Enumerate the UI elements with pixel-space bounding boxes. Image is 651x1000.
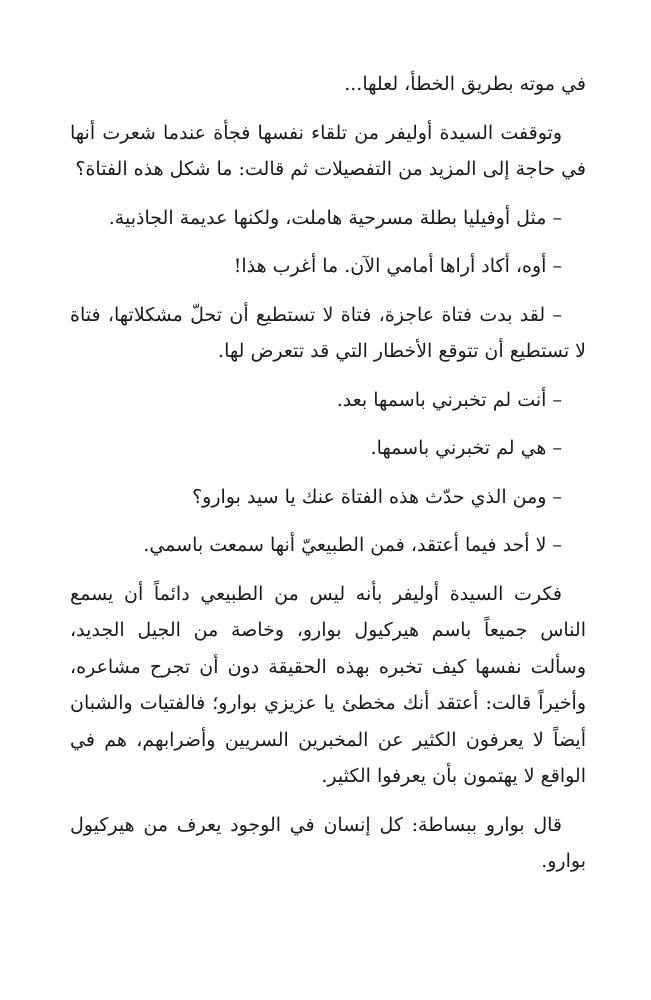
dialogue-line-6: – ومن الذي حدّث هذه الفتاة عنك يا سيد بوارو؟ (192, 485, 562, 508)
paragraph-1: في موته بطريق الخطأ، لعلها... (344, 73, 586, 95)
dialogue-line-3: – لقد بدت فتاة عاجزة، فتاة لا تستطيع أن تحلّ مشكلاتها، فتاة لا تستطيع أن تتوقع الأخطار التي قد تتعرض لها. (70, 303, 586, 362)
paragraph-4: قال بوارو ببساطة: كل إنسان في الوجود يعرف من هيركيول بوارو. (70, 813, 586, 872)
dialogue-line-5: – هي لم تخبرني باسمها. (370, 437, 562, 459)
paragraph-2: وتوقفت السيدة أوليفر من تلقاء نفسها فجأة عندما شعرت أنها في حاجة إلى المزيد من التفصيلات ثم قالت: ما شكل هذه الفتاة؟ (70, 121, 586, 180)
dialogue-line-4: – أنت لم تخبرني باسمها بعد. (336, 388, 562, 411)
dialogue-line-7: – لا أحد فيما أعتقد، فمن الطبيعيّ أنها سمعت باسمي. (143, 534, 562, 556)
paragraph-3: فكرت السيدة أوليفر بأنه ليس من الطبيعي دائماً أن يسمع الناس جميعاً باسم هيركيول بوارو، وخاصة من الجيل الجديد، وسألت نفسها كيف تخبره بهذه الحقيقة دون أن تجرح مشاعره، وأخيراً قالت: أعتقد أنك مخطئ يا عزيزي بوارو؛ فالفتيات والشبان أيضاً لا يعرفون الكثير عن المخبرين السريين وأضرابهم، هم في الواقع لا يهتمون بأن يعرفوا الكثير. (70, 582, 586, 787)
dialogue-line-2: – أوه، أكاد أراها أمامي الآن. ما أغرب هذا! (233, 255, 562, 277)
dialogue-line-1: – مثل أوفيليا بطلة مسرحية هاملت، ولكنها عديمة الجاذبية. (108, 206, 562, 229)
book-page (70, 66, 586, 892)
